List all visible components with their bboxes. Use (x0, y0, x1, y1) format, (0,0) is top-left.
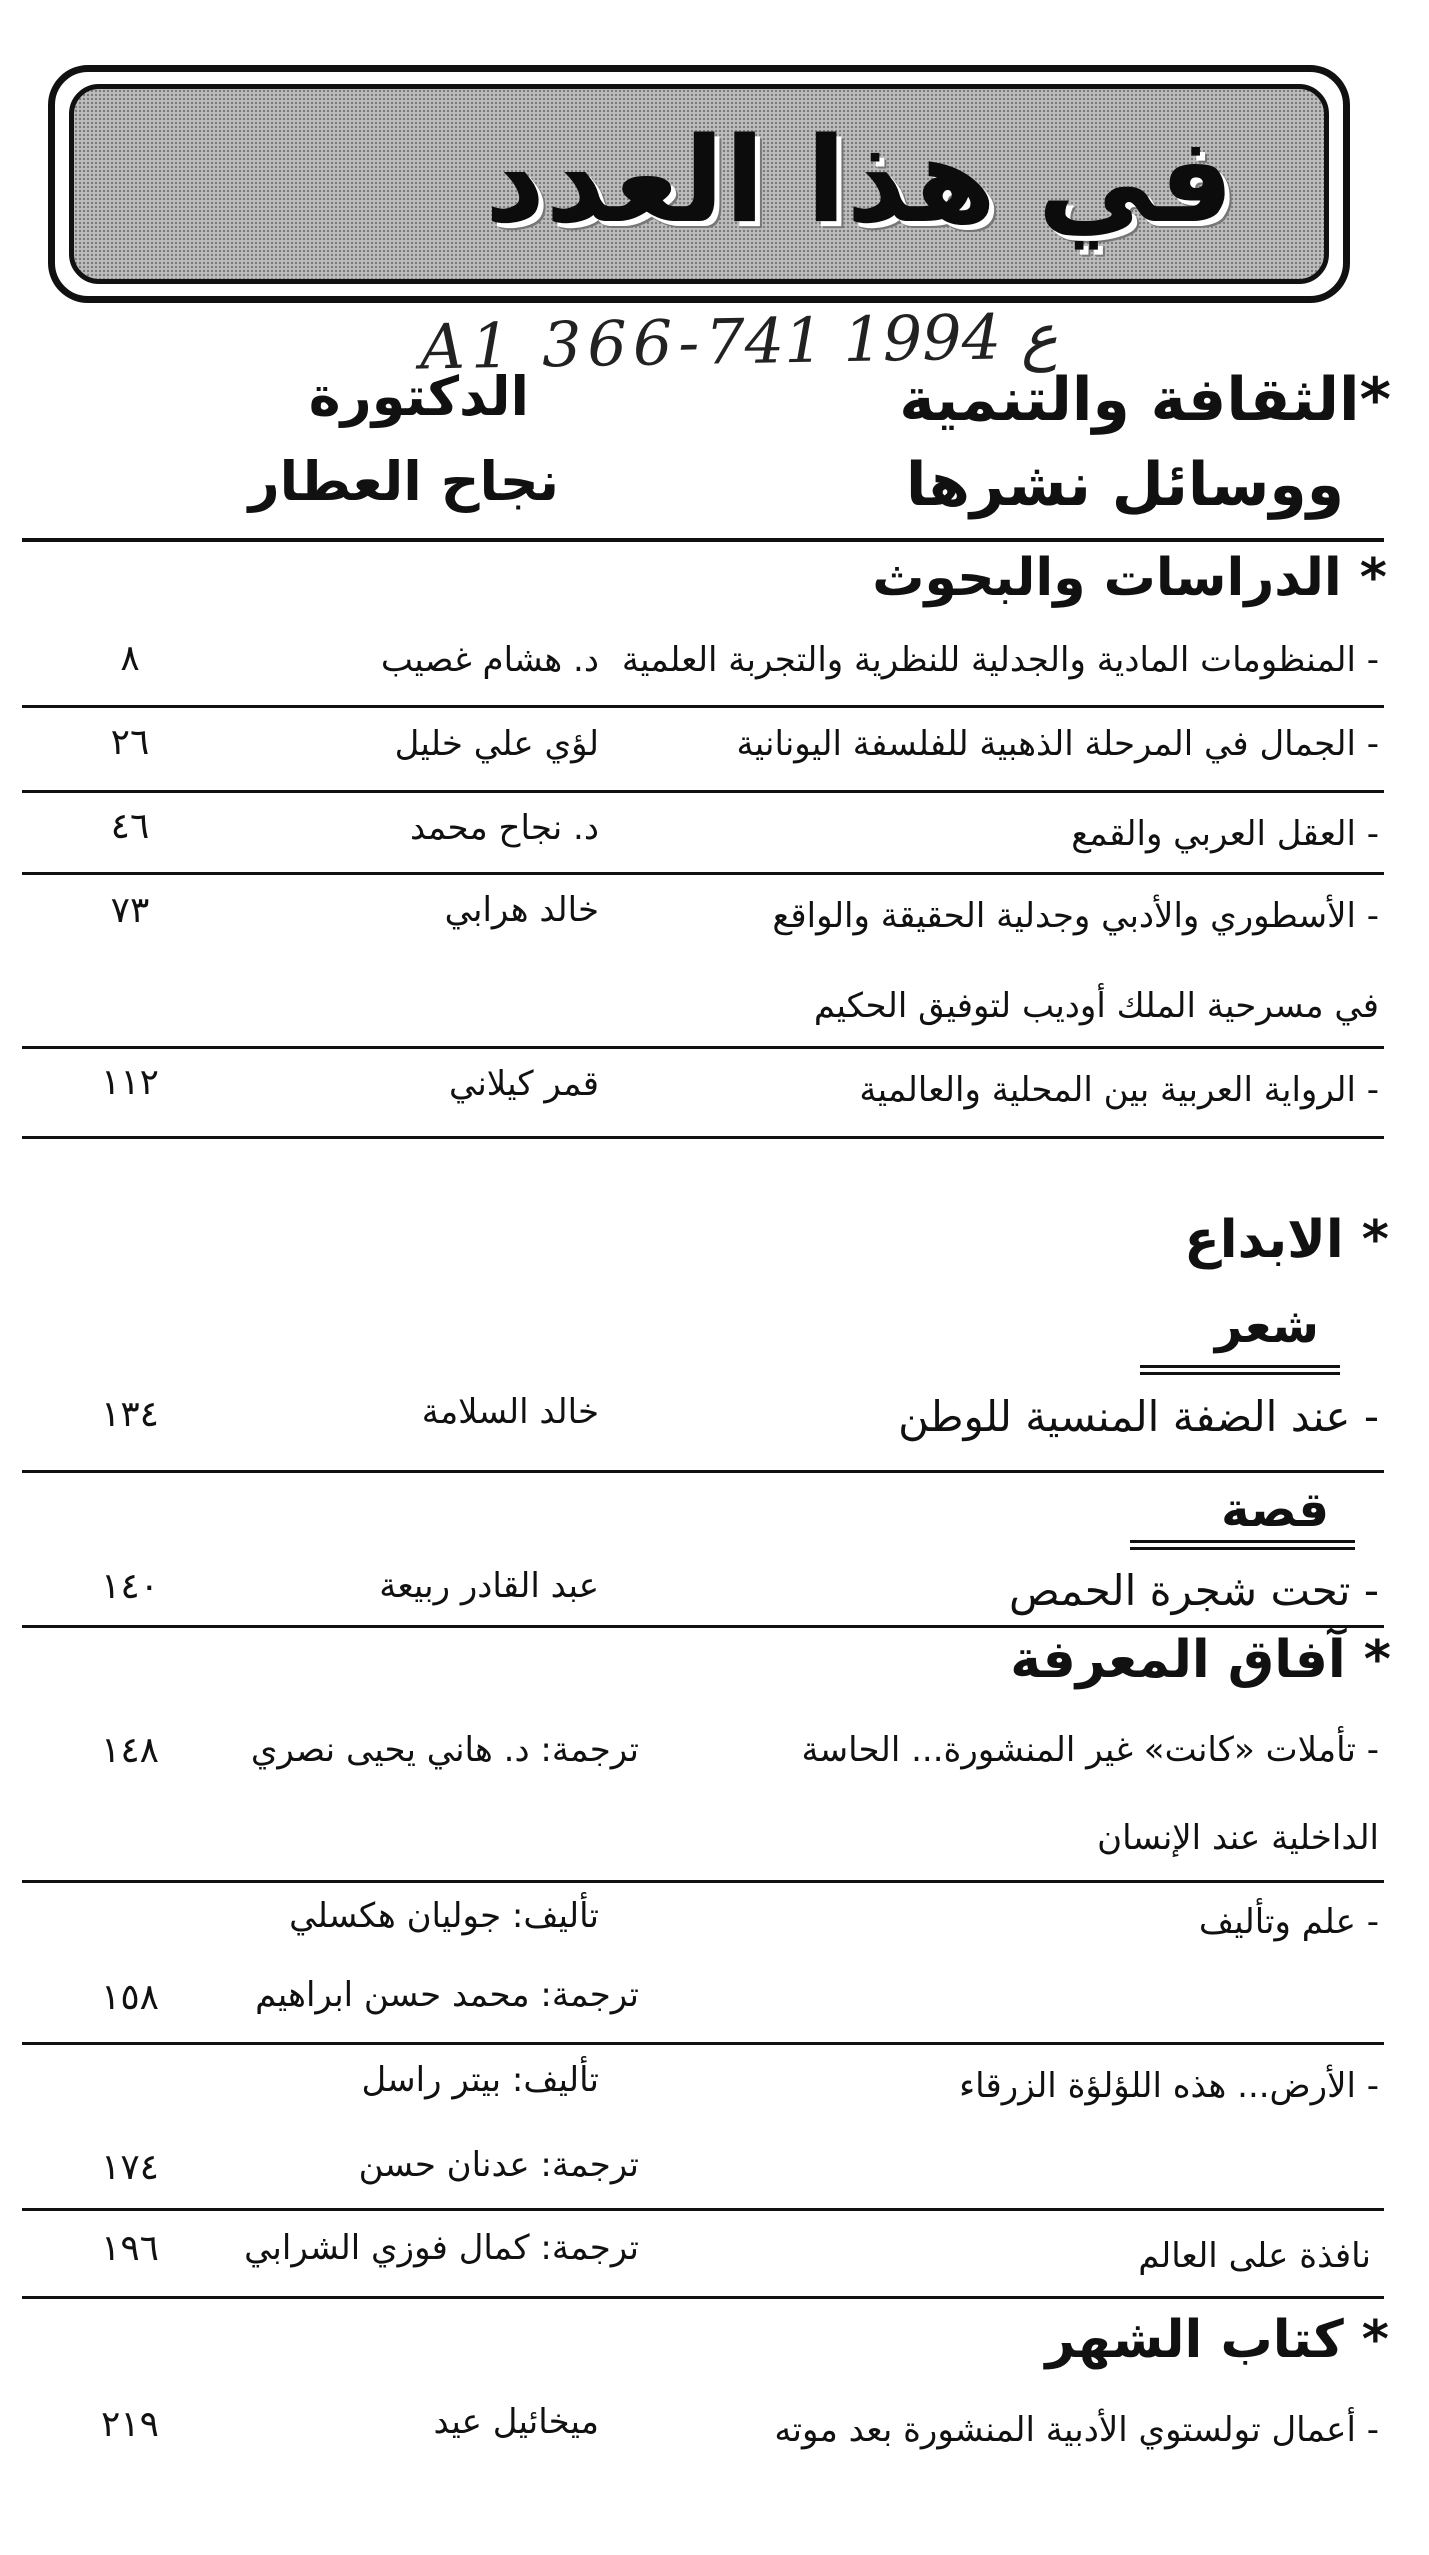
divider (22, 2296, 1384, 2299)
section-heading-studies: * الدراسات والبحوث (872, 548, 1387, 608)
study-title: - العقل العربي والقمع (1071, 814, 1379, 854)
page-number: ٢٦ (110, 722, 150, 763)
page-number: ١٤٠ (100, 1566, 159, 1607)
study-author: قمر كيلاني (448, 1064, 599, 1104)
page-number: ١٩٦ (100, 2228, 159, 2269)
divider (22, 1880, 1384, 1883)
subheading-underline (1130, 1540, 1355, 1543)
subheading-underline (1130, 1547, 1355, 1550)
article-title: - الأرض... هذه اللؤلؤة الزرقاء (959, 2066, 1379, 2106)
divider (22, 2208, 1384, 2211)
subheading-underline (1140, 1365, 1340, 1368)
poem-author: خالد السلامة (421, 1392, 599, 1432)
section-heading-creativity: * الابداع (1184, 1210, 1389, 1270)
subheading-poetry: شعر (1214, 1298, 1319, 1354)
subheading-story: قصة (1221, 1482, 1329, 1538)
page-number: ١٣٤ (100, 1394, 159, 1435)
article-translator: ترجمة: عدنان حسن (358, 2145, 639, 2185)
feature-title-line1: *الثقافة والتنمية (899, 365, 1391, 435)
page-number: ١٤٨ (100, 1730, 159, 1771)
article-title: نافذة على العالم (1138, 2236, 1371, 2276)
page-number: ١٧٤ (100, 2147, 159, 2188)
divider (22, 705, 1384, 708)
study-title: - الجمال في المرحلة الذهبية للفلسفة اليونانية (736, 724, 1379, 764)
study-author: د. هشام غصيب (380, 640, 599, 680)
article-title-continued: الداخلية عند الإنسان (1097, 1818, 1379, 1858)
article-author: تأليف: بيتر راسل (361, 2060, 599, 2100)
study-title: - المنظومات المادية والجدلية للنظرية والتجربة العلمية (621, 640, 1379, 680)
divider (22, 1625, 1384, 1628)
poem-title: - عند الضفة المنسية للوطن (898, 1392, 1379, 1441)
subheading-underline (1140, 1372, 1340, 1375)
divider (22, 2042, 1384, 2045)
page-number: ٨ (120, 638, 140, 679)
study-title: - الأسطوري والأدبي وجدلية الحقيقة والواقع (772, 896, 1379, 936)
article-translator: ترجمة: د. هاني يحيى نصري (250, 1730, 639, 1770)
section-heading-book-of-month: * كتاب الشهر (1045, 2310, 1389, 2370)
divider (22, 790, 1384, 793)
section-heading-knowledge: * آفاق المعرفة (1010, 1630, 1391, 1690)
divider (22, 872, 1384, 875)
page-number: ٢١٩ (100, 2404, 159, 2445)
article-author: تأليف: جوليان هكسلي (289, 1896, 599, 1936)
book-title: - أعمال تولستوي الأدبية المنشورة بعد موته (774, 2410, 1379, 2450)
article-translator: ترجمة: محمد حسن ابراهيم (255, 1975, 639, 2015)
page-number: ٤٦ (110, 806, 150, 847)
study-author: د. نجاح محمد (410, 808, 599, 848)
feature-title-line2: ووسائل نشرها (905, 450, 1344, 520)
book-author: ميخائيل عيد (433, 2402, 599, 2442)
story-author: عبد القادر ربيعة (379, 1566, 599, 1606)
banner-dotted-panel (69, 84, 1329, 284)
study-author: خالد هرابي (444, 890, 599, 930)
article-title: - تأملات «كانت» غير المنشورة... الحاسة (801, 1730, 1379, 1770)
article-translator: ترجمة: كمال فوزي الشرابي (244, 2228, 639, 2268)
divider (22, 538, 1384, 542)
story-title: - تحت شجرة الحمص (1008, 1566, 1379, 1615)
study-title-continued: في مسرحية الملك أوديب لتوفيق الحكيم (813, 986, 1379, 1026)
feature-author-line1: الدكتورة (308, 365, 529, 428)
divider (22, 1470, 1384, 1473)
issue-banner (48, 65, 1350, 303)
page-number: ١٥٨ (100, 1977, 159, 2018)
page-number: ٧٣ (110, 890, 150, 931)
feature-author-line2: نجاح العطار (248, 450, 559, 513)
page-number: ١١٢ (100, 1062, 159, 1103)
divider (22, 1136, 1384, 1139)
handwritten-catalog-note: A1 366-ع 1994 741 (419, 299, 1059, 384)
study-title: - الرواية العربية بين المحلية والعالمية (859, 1070, 1379, 1110)
study-author: لؤي علي خليل (394, 724, 599, 764)
divider (22, 1046, 1384, 1049)
banner-title: في هذا العدد (484, 111, 1234, 249)
article-title: - علم وتأليف (1198, 1902, 1379, 1942)
